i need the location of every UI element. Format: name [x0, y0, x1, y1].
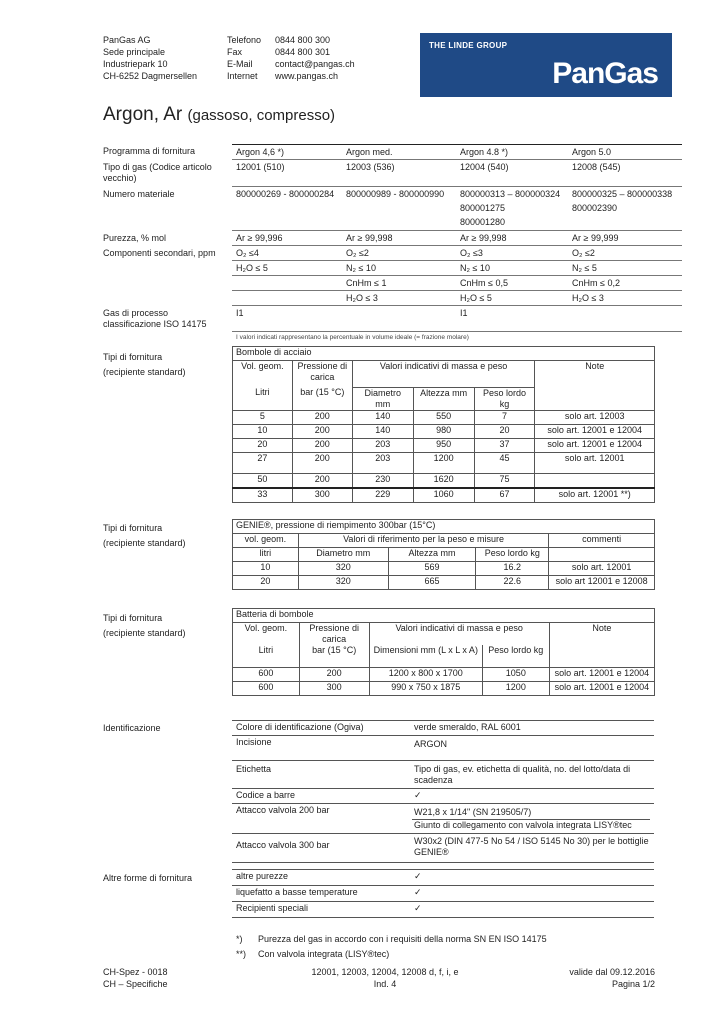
td: 550 — [413, 410, 474, 424]
row-componenti-4 — [232, 291, 682, 305]
th: Valori di riferimento per la peso e misure — [298, 534, 548, 548]
contact-label: Internet — [227, 71, 258, 81]
th: Peso lordo kg — [476, 548, 549, 562]
table-row — [233, 424, 655, 438]
contact-label: E-Mail — [227, 59, 253, 69]
footnote-mark: **) — [236, 949, 247, 959]
row-componenti-1 — [232, 246, 682, 260]
td: 200 — [292, 473, 352, 488]
ident-row — [232, 736, 654, 761]
cell: 800000313 – 800000324 — [460, 189, 561, 199]
table-row — [233, 438, 655, 452]
contact-labels — [227, 34, 261, 82]
pangas-logo — [420, 33, 672, 97]
contact-values — [275, 34, 355, 82]
table-row — [233, 473, 655, 488]
td: 300 — [299, 682, 369, 696]
page-title — [103, 104, 335, 126]
td: 203 — [352, 438, 413, 452]
table-title: Batteria di bombole — [233, 609, 655, 623]
table-row — [233, 562, 655, 576]
row-componenti-3 — [232, 276, 682, 290]
td: 320 — [298, 576, 388, 590]
th: Valori indicativi di massa e peso — [369, 623, 549, 646]
td: solo art. 12003 — [535, 410, 655, 424]
cell: 800000269 - 800000284 — [236, 189, 335, 199]
bombole-table — [232, 346, 655, 503]
company-address — [103, 34, 197, 82]
cell: CnHm ≤ 0,2 — [572, 278, 620, 288]
ident-value: Giunto di collegamento con valvola integrata LISY®tec — [412, 819, 650, 831]
label-tipi-2 — [103, 521, 228, 551]
footer-mid — [280, 966, 490, 990]
label-text: Tipi di fornitura — [103, 352, 163, 362]
cell: Argon med. — [346, 147, 393, 157]
table-title: Bombole di acciaio — [233, 347, 655, 361]
ident-list — [232, 720, 654, 863]
td: 569 — [388, 562, 476, 576]
td: 200 — [299, 668, 369, 682]
label-gas-processo: Gas di processo classificazione ISO 14175 — [103, 308, 207, 329]
altre-key: Recipienti speciali — [236, 903, 309, 913]
td: 10 — [233, 562, 299, 576]
footnotes — [236, 932, 547, 962]
ident-key: Attacco valvola 300 bar — [236, 840, 330, 850]
title-sub: (gassoso, compresso) — [187, 107, 336, 124]
ident-key: Incisione — [236, 737, 272, 747]
ident-row — [232, 818, 654, 834]
label-identificazione: Identificazione — [103, 723, 161, 733]
th: Litri — [233, 387, 293, 410]
td: 990 x 750 x 1875 — [369, 682, 482, 696]
cell: Argon 5.0 — [572, 147, 612, 157]
cell: Ar ≥ 99,998 — [346, 233, 393, 243]
row-numero — [232, 187, 682, 231]
fax-value: 0844 800 301 — [275, 47, 331, 57]
th: Note — [549, 623, 654, 668]
td: 1050 — [482, 668, 549, 682]
td: 140 — [352, 424, 413, 438]
genie-table — [232, 519, 655, 590]
cell: I1 — [460, 308, 468, 318]
contact-label: Fax — [227, 47, 243, 57]
td: 665 — [388, 576, 476, 590]
ident-value: ARGON — [414, 739, 448, 749]
th: Peso lordo kg — [474, 387, 535, 410]
td: 1200 — [413, 452, 474, 473]
td: 10 — [233, 424, 293, 438]
cell: O₂ ≤2 — [346, 248, 369, 258]
td: 980 — [413, 424, 474, 438]
email-link[interactable]: contact@pangas.ch — [275, 59, 355, 69]
altre-key: liquefatto a basse temperature — [236, 887, 358, 897]
ident-key: Attacco valvola 200 bar — [236, 805, 330, 815]
ident-row — [232, 834, 654, 863]
th: Note — [535, 361, 655, 411]
table-row — [233, 668, 655, 682]
td: 27 — [233, 452, 293, 473]
label-text: Tipi di fornitura — [103, 523, 163, 533]
footer-text: valide dal 09.12.2016 — [569, 967, 655, 977]
spec-note: I valori indicati rappresentano la percentuale in volume ideale (= frazione molare) — [236, 334, 469, 341]
td: 1620 — [413, 473, 474, 488]
label-tipi-1 — [103, 350, 228, 380]
cell: I1 — [236, 308, 244, 318]
label-programma: Programma di fornitura — [103, 146, 196, 156]
footer-text: CH – Specifiche — [103, 979, 168, 989]
footnote — [236, 932, 547, 947]
cell: N₂ ≤ 10 — [346, 263, 376, 273]
footer-left — [103, 966, 168, 990]
td: 50 — [233, 473, 293, 488]
th: bar (15 °C) — [299, 645, 369, 668]
row-purezza — [232, 231, 682, 245]
check-icon: ✓ — [414, 903, 422, 913]
td: 140 — [352, 410, 413, 424]
ident-row — [232, 761, 654, 789]
td: 45 — [474, 452, 535, 473]
label-purezza: Purezza, % mol — [103, 233, 167, 243]
td: 5 — [233, 410, 293, 424]
cell: N₂ ≤ 10 — [460, 263, 490, 273]
footer-text: CH-Spez - 0018 — [103, 967, 168, 977]
company-line: CH-6252 Dagmersellen — [103, 71, 198, 81]
cell: 800001275 — [460, 203, 506, 213]
label-text: Tipi di fornitura — [103, 613, 163, 623]
td: 16.2 — [476, 562, 549, 576]
altre-row — [232, 902, 654, 918]
label-altre: Altre forme di fornitura — [103, 873, 193, 883]
td: solo art. 12001 — [549, 562, 655, 576]
td: 200 — [292, 424, 352, 438]
cell: Ar ≥ 99,999 — [572, 233, 619, 243]
ident-key: Etichetta — [236, 764, 272, 774]
th: Vol. geom. — [233, 623, 300, 646]
td: 67 — [474, 488, 535, 503]
company-line: Sede principale — [103, 47, 166, 57]
linde-group-text: THE LINDE GROUP — [429, 41, 508, 50]
cell: H₂O ≤ 3 — [572, 293, 604, 303]
table-row — [233, 682, 655, 696]
td: 1060 — [413, 488, 474, 503]
td: 200 — [292, 410, 352, 424]
footer-text: Ind. 4 — [373, 979, 397, 989]
table-row — [233, 452, 655, 473]
th: Diametro mm — [298, 548, 388, 562]
ident-value: verde smeraldo, RAL 6001 — [414, 722, 521, 732]
td: solo art. 12001 e 12004 — [549, 668, 654, 682]
cell: H₂O ≤ 5 — [236, 263, 268, 273]
brand-text: PanGas — [552, 57, 658, 90]
table-row — [233, 576, 655, 590]
td: 20 — [233, 438, 293, 452]
cell: H₂O ≤ 5 — [460, 293, 492, 303]
td: 22.6 — [476, 576, 549, 590]
cell: 12003 (536) — [346, 162, 395, 172]
table-row — [233, 488, 655, 503]
td: solo art. 12001 e 12004 — [535, 424, 655, 438]
ident-row — [232, 789, 654, 804]
footer-text: 12001, 12003, 12004, 12008 d, f, i, e — [311, 967, 459, 977]
ident-key: Colore di identificazione (Ogiva) — [236, 722, 364, 732]
ident-row — [232, 721, 654, 736]
th: litri — [233, 548, 299, 562]
td: 950 — [413, 438, 474, 452]
td: 200 — [292, 438, 352, 452]
th: Litri — [233, 645, 300, 668]
label-text: (recipiente standard) — [103, 628, 186, 638]
th: Altezza mm — [388, 548, 476, 562]
cell: 12004 (540) — [460, 162, 509, 172]
table-row — [233, 410, 655, 424]
cell: CnHm ≤ 0,5 — [460, 278, 508, 288]
label-text: (recipiente standard) — [103, 538, 186, 548]
td: solo art 12001 e 12008 — [549, 576, 655, 590]
th: Diametro mm — [352, 387, 413, 410]
cell: Ar ≥ 99,996 — [236, 233, 283, 243]
td: 300 — [292, 488, 352, 503]
td: 230 — [352, 473, 413, 488]
td — [535, 473, 655, 488]
check-icon: ✓ — [414, 790, 422, 800]
th: Dimensioni mm (L x L x A) — [369, 645, 482, 668]
th: Vol. geom. — [233, 361, 293, 388]
cell: CnHm ≤ 1 — [346, 278, 387, 288]
row-componenti-2 — [232, 261, 682, 275]
cell: 800000325 – 800000338 — [572, 189, 673, 199]
altre-row — [232, 886, 654, 902]
td: 320 — [298, 562, 388, 576]
th: commenti — [549, 534, 655, 548]
td: 20 — [474, 424, 535, 438]
cell: 800002390 — [572, 203, 618, 213]
check-icon: ✓ — [414, 887, 422, 897]
contact-label: Telefono — [227, 35, 262, 45]
footnote-text: Con valvola integrata (LISY®tec) — [258, 949, 390, 959]
cell: Ar ≥ 99,998 — [460, 233, 507, 243]
ident-value: W30x2 (DIN 477-5 No 54 / ISO 5145 No 30) per le bottiglie GENIE® — [414, 836, 649, 857]
th: Pressione di carica — [292, 361, 352, 388]
td: 600 — [233, 668, 300, 682]
td: 37 — [474, 438, 535, 452]
td: 203 — [352, 452, 413, 473]
td: 7 — [474, 410, 535, 424]
altre-list — [232, 869, 654, 918]
batteria-table — [232, 608, 655, 696]
th: Pressione di carica — [299, 623, 369, 646]
footnote — [236, 947, 547, 962]
td: 20 — [233, 576, 299, 590]
label-tipo: Tipo di gas (Codice articolo vecchio) — [103, 162, 212, 183]
td: 1200 x 800 x 1700 — [369, 668, 482, 682]
footnote-text: Purezza del gas in accordo con i requisiti della norma SN EN ISO 14175 — [258, 934, 547, 944]
ident-key: Codice a barre — [236, 790, 296, 800]
th: bar (15 °C) — [292, 387, 352, 410]
phone-value: 0844 800 300 — [275, 35, 331, 45]
check-icon: ✓ — [414, 871, 422, 881]
td: 200 — [292, 452, 352, 473]
cell: O₂ ≤3 — [460, 248, 483, 258]
label-text: (recipiente standard) — [103, 367, 186, 377]
td: solo art. 12001 **) — [535, 488, 655, 503]
page-number: Pagina 1/2 — [611, 979, 655, 989]
td: 1200 — [482, 682, 549, 696]
cell: 800001280 — [460, 217, 506, 227]
row-gas-processo — [232, 306, 682, 320]
th: Altezza mm — [413, 387, 474, 410]
cell: 12001 (510) — [236, 162, 285, 172]
th: Peso lordo kg — [482, 645, 549, 668]
website-link[interactable]: www.pangas.ch — [275, 71, 339, 81]
th: Valori indicativi di massa e peso — [352, 361, 535, 388]
footnote-mark: *) — [236, 934, 243, 944]
company-line: Industriepark 10 — [103, 59, 168, 69]
td: 33 — [233, 488, 293, 503]
cell: N₂ ≤ 5 — [572, 263, 597, 273]
altre-row — [232, 870, 654, 886]
td: 75 — [474, 473, 535, 488]
label-tipi-3 — [103, 611, 228, 641]
footer-right — [500, 966, 655, 990]
cell: 12008 (545) — [572, 162, 621, 172]
company-name: PanGas AG — [103, 35, 151, 45]
label-numero: Numero materiale — [103, 189, 175, 199]
cell: Argon 4.8 *) — [460, 147, 509, 157]
td: 229 — [352, 488, 413, 503]
cell: 800000989 - 800000990 — [346, 189, 445, 199]
cell: O₂ ≤2 — [572, 248, 595, 258]
cell: H₂O ≤ 3 — [346, 293, 378, 303]
cell: O₂ ≤4 — [236, 248, 259, 258]
label-componenti: Componenti secondari, ppm — [103, 248, 216, 258]
altre-key: altre purezze — [236, 871, 289, 881]
td: solo art. 12001 e 12004 — [549, 682, 654, 696]
cell: Argon 4,6 *) — [236, 147, 285, 157]
td: solo art. 12001 e 12004 — [535, 438, 655, 452]
ident-value: W21,8 x 1/14" (SN 219505/7) — [414, 807, 532, 817]
row-tipo — [232, 160, 682, 174]
ident-value: Tipo di gas, ev. etichetta di qualità, no. del lotto/data di scadenza — [414, 764, 631, 785]
td: 600 — [233, 682, 300, 696]
th: vol. geom. — [233, 534, 299, 548]
row-programma — [232, 145, 682, 159]
table-title: GENIE®, pressione di riempimento 300bar (15°C) — [233, 520, 655, 534]
title-main: Argon, Ar — [103, 104, 183, 125]
ident-row — [232, 804, 654, 818]
td: solo art. 12001 — [535, 452, 655, 473]
th — [549, 548, 655, 562]
